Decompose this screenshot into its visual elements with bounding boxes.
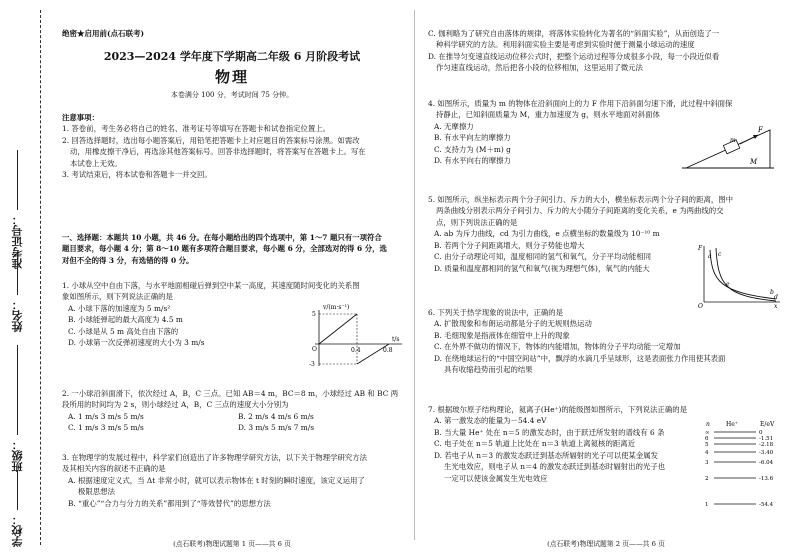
- axis-x-label: x: [774, 303, 778, 308]
- curve-b-label: b: [770, 289, 774, 296]
- q4-stem: 4. 如图所示，质量为 m 的物体在沿斜面向上的力 F 作用下沿斜面匀速下滑，此过程中斜面保: [428, 99, 733, 108]
- notice-line: 1. 答卷前，考生务必将自己的姓名、准考证号等填写在答题卡和试卷指定位置上。: [62, 124, 331, 134]
- q7-option-a: A. 第一激发态的能量为－54.4 eV: [434, 416, 547, 426]
- graph-origin: O: [312, 346, 317, 353]
- column-divider: [414, 10, 415, 540]
- force-f-label: F: [758, 126, 763, 134]
- footer-page-1: (点石联考)物理试题第 1 页——共 6 页: [173, 540, 291, 548]
- q5-option-a: A. ab 为斥力曲线，cd 为引力曲线，e 点横坐标的数量级为 10⁻¹⁰ m: [434, 229, 660, 239]
- binding-strip: [0, 0, 58, 557]
- question-5: [428, 194, 784, 308]
- q7-option-d-cont: 一定可以使该金属发生光电效应: [444, 473, 548, 483]
- question-1: [62, 280, 402, 368]
- q1-option-d: D. 小球第一次反弹初速度的大小为 3 m/s: [68, 338, 205, 348]
- energy-level-n: 5: [705, 442, 709, 448]
- q3-stem: 及其相关内容的叙述不正确的是: [62, 464, 166, 474]
- q4-stem: 持静止，已知斜面质量为 M，重力加速度为 g，则水平地面对斜面体: [436, 110, 660, 120]
- axis-origin-label: O: [698, 303, 703, 308]
- curve-c-label: c: [718, 251, 722, 258]
- q2-option-a: A. 1 m/s 3 m/s 5 m/s: [68, 411, 144, 421]
- graph-y-bottom: -3: [309, 361, 315, 368]
- id-number-label: 准考证号：: [11, 214, 24, 269]
- question-6: [428, 307, 784, 376]
- q4-option-c: C. 支持力为 (M＋m) g: [434, 144, 511, 154]
- name-field: [10, 255, 26, 332]
- school-label: 学校：: [11, 514, 24, 547]
- q2-option-d: D. 3 m/s 5 m/s 7 m/s: [238, 423, 315, 433]
- footer-page-2: (点石联考)物理试题第 2 页——共 6 页: [547, 540, 665, 548]
- q1-stem: 象如图所示，则下列说法正确的是: [62, 292, 173, 302]
- curve-a-label: a: [708, 253, 712, 260]
- graph-x-label: t/s: [392, 336, 400, 343]
- class-field: [10, 345, 26, 472]
- energy-level-value: -13.6: [759, 476, 774, 482]
- q1-option-b: B. 小球能弹起的最大高度为 4.5 m: [68, 315, 183, 325]
- velocity-time-graph: [307, 302, 407, 372]
- notice-line: 2. 回答选择题时，选出每小题答案后，用铅笔把答题卡上对应题目的答案标号涂黑。如需改: [62, 135, 360, 145]
- q3-option-c: C. 伽利略为了研究自由落体的规律，将落体实验转化为著名的“斜面实验”，从而创造了一: [428, 29, 720, 38]
- energy-level-n: 1: [705, 502, 709, 508]
- school-field: [10, 470, 26, 547]
- q3-option-d: D. 在推导匀变速直线运动位移公式时，把整个运动过程等分成很多小段，每一小段近似看: [428, 51, 720, 61]
- notice-block: [62, 112, 402, 181]
- q6-option-b: B. 毛细现象是指液体在细管中上升的现象: [434, 330, 570, 340]
- question-4: [428, 98, 784, 167]
- energy-level-value: -54.4: [759, 502, 774, 508]
- q5-option-d: D. 质量和温度都相同的氢气和氧气(视为理想气体)，氧气的内能大: [434, 263, 650, 273]
- secret-mark: 绝密★启用前(点石联考): [62, 29, 145, 38]
- q5-stem: 两条曲线分别表示两分子间引力、斥力的大小随分子间距离的变化关系，e 为两曲线的交: [436, 206, 724, 216]
- q5-stem: 5. 如图所示，纵坐标表示两个分子间引力、斥力的大小，横坐标表示两个分子间的距离，图中: [428, 195, 734, 204]
- section-line: 对但不全的得 3 分，有选错的得 0 分。: [62, 255, 194, 265]
- q2-stem: 2. 一小球沿斜面滑下，依次经过 A，B，C 三点。已知 AB＝4 m，BC＝8 m，小球经过 AB 和 BC 两: [62, 389, 399, 398]
- energy-level-n: 2: [705, 476, 709, 482]
- q1-option-a: A. 小球下落的加速度为 5 m/s²: [68, 303, 171, 313]
- level-ion-header: He⁺: [726, 421, 738, 428]
- exam-title: 2023—2024 学年度下学期高二年级 6 月阶段考试: [103, 50, 361, 63]
- q3-option-d-cont: 作匀速直线运动，然后把各小段的位移相加，这里运用了微元法: [436, 63, 643, 73]
- graph-x-end: 0.8: [383, 347, 393, 354]
- energy-level-value: -6.04: [759, 460, 774, 466]
- q4-option-d: D. 有水平向右的摩擦力: [434, 156, 511, 166]
- q6-stem: 6. 下列关于热学现象的说法中，正确的是: [428, 308, 564, 317]
- energy-level-value: 0: [759, 430, 763, 436]
- name-label: 姓名：: [11, 299, 24, 332]
- q6-option-d-cont: 具有收缩趋势而引起的结果: [444, 365, 533, 375]
- q3-option-a: A. 根据速度定义式，当 Δt 非常小时，就可以表示物体在 t 时刻的瞬时速度，该定义运用了: [68, 475, 365, 485]
- score-time-line: 本卷满分 100 分，考试时间 75 分钟。: [170, 91, 294, 99]
- binding-cut-line: [40, 10, 41, 545]
- q2-stem: 段所用的时间均为 2 s，则小球经过 A，B，C 三点的速度大小分别为: [62, 400, 289, 410]
- energy-level-diagram: [704, 418, 784, 510]
- mass-m-label: m: [730, 137, 736, 144]
- mass-M-label: M: [750, 158, 758, 166]
- q1-stem: 1. 小球从空中自由下落，与水平地面相碰后弹到空中某一高度，其速度随时间变化的关系图: [62, 281, 360, 290]
- energy-level-n: 6: [705, 436, 709, 442]
- question-3: [62, 452, 402, 509]
- class-label: 班级：: [11, 439, 24, 472]
- section-line: 题目要求，每小题 4 分；第 8～10 题有多项符合题目要求，每小题 6 分，全部选对的得 6 分，选: [62, 244, 387, 254]
- notice-line: 3. 考试结束后，将本试卷和答题卡一并交回。: [62, 170, 212, 180]
- page-2: [428, 0, 784, 557]
- q7-stem: 7. 根据玻尔原子结构理论，氦离子(He⁺)的能级图如图所示，下列说法正确的是: [428, 405, 687, 414]
- q7-option-d-cont: 生光电效应，则电子从 n＝4 的激发态跃迁到基态时辐射出的光子也: [444, 462, 666, 472]
- question-2: [62, 388, 402, 434]
- q1-option-c: C. 小球是从 5 m 高处自由下落的: [68, 326, 179, 336]
- q7-option-b: B. 当大量 He⁺ 处在 n＝5 的激发态时，由于跃迁所发射的谱线有 6 条: [434, 427, 665, 437]
- subject-title: 物理: [214, 68, 249, 86]
- energy-level-value: -3.40: [759, 450, 774, 456]
- q2-option-c: C. 1 m/s 3 m/s 5 m/s: [68, 423, 144, 433]
- q5-stem: 点，则下列说法正确的是: [436, 217, 518, 227]
- molecular-force-graph: [696, 242, 782, 308]
- section-1-intro: [62, 232, 402, 266]
- question-7: [428, 404, 784, 508]
- level-e-header: E/eV: [760, 421, 775, 428]
- notice-line: 动，用橡皮擦干净后，再选涂其他答案标号。回答非选择题时，将答案写在答题卡上。写在: [70, 147, 366, 157]
- energy-level-value: -2.18: [759, 442, 774, 448]
- q4-option-b: B. 有水平向左的摩擦力: [434, 133, 511, 143]
- notice-line: 本试卷上无效。: [70, 158, 122, 168]
- q4-option-a: A. 无摩擦力: [434, 121, 474, 131]
- level-n-header: n: [706, 421, 710, 428]
- curve-d-label: d: [774, 294, 778, 301]
- q6-option-d: D. 在绕地球运行的“中国空间站”中，飘浮的水滴几乎呈球形，这是表面张力作用使其表面: [434, 353, 726, 363]
- q3-stem: 3. 在物理学的发展过程中，科学家们创造出了许多物理学研究方法，以下关于物理学研究方法: [62, 453, 368, 462]
- point-e-label: e: [726, 281, 730, 288]
- energy-level-value: -1.51: [759, 436, 774, 442]
- energy-level-n: 3: [705, 460, 709, 466]
- notice-heading: 注意事项：: [62, 113, 99, 122]
- incline-figure: [678, 120, 778, 174]
- q5-option-b: B. 若两个分子间距离增大，则分子势能也增大: [434, 240, 585, 250]
- q3-option-b: B. “重心”“合力与分力的关系”都用到了“等效替代”的思想方法: [68, 498, 271, 508]
- energy-level-n: ∞: [705, 430, 710, 436]
- energy-level-n: 4: [705, 450, 709, 456]
- q3-option-c-cont: 种科学研究的方法。利用斜面实验主要是考虑到实验时便于测量小球运动的速度: [436, 40, 695, 50]
- q7-option-d: D. 若电子从 n＝3 的激发态跃迁到基态所辐射的光子可以使某金属发: [434, 450, 659, 460]
- q6-option-a: A. 扩散现象和布朗运动都是分子的无规则热运动: [434, 319, 592, 329]
- q2-option-b: B. 2 m/s 4 m/s 6 m/s: [238, 411, 314, 421]
- axis-f-label: F: [698, 245, 703, 252]
- q5-option-c: C. 由分子动理论可知，温度相同的氢气和氧气，分子平均动能相同: [434, 252, 652, 262]
- q3-option-a-cont: 极限思想法: [78, 487, 115, 497]
- id-number-field: [10, 150, 26, 269]
- section-line: 一、选择题：本题共 10 小题，共 46 分。在每小题给出的四个选项中，第 1～7 题只有一项符合: [62, 233, 382, 242]
- q7-option-c: C. 电子处在 n＝5 轨道上比处在 n＝3 轨道上离氦核的距离近: [434, 439, 636, 449]
- q6-option-c: C. 在外界不做功的情况下，物体的内能增加，物体的分子平均动能一定增加: [434, 342, 681, 352]
- graph-y-label: v/(m·s⁻¹): [323, 304, 350, 311]
- graph-y-top: 5: [312, 311, 316, 318]
- question-3-continued: [428, 28, 784, 74]
- graph-x-mid: 0.4: [351, 347, 361, 354]
- page-1: [62, 0, 402, 557]
